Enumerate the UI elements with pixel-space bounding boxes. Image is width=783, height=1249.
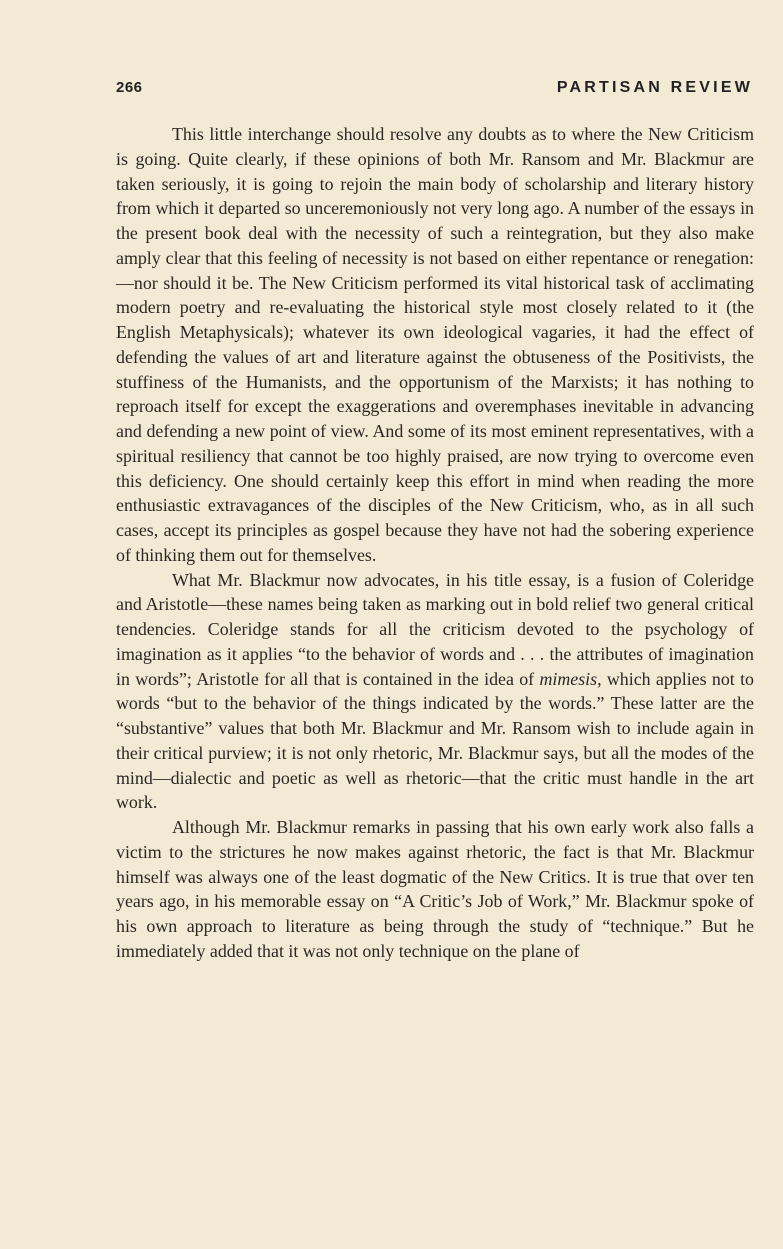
- paragraph-2-part-2: which applies not to words “but to the behavior of the things indicated by the words.” These latter are the “substantive” values that both Mr. Blackmur and Mr. Ransom wish to include again in their critical purview; it is not only rhetoric, Mr. Blackmur says, but all the modes of the mind—dialectic and poetic as well as rhetoric—that the critic must handle in the art work.: [116, 668, 754, 813]
- paragraph-2: [116, 568, 754, 816]
- page-number: 266: [116, 79, 143, 96]
- paragraph-1: This little interchange should resolve any doubts as to where the New Criticism is going. Quite clearly, if these opinions of both Mr. Ransom and Mr. Blackmur are taken seriously, it is going to rejoin the main body of scholarship and literary history from which it departed so unceremoniously not very long ago. A number of the essays in the present book deal with the necessity of such a reintegration, but they also make amply clear that this feeling of necessity is not based on either repentance or renegation:—nor should it be. The New Criticism performed its vital historical task of acclimating modern poetry and re-evaluating the historical style most closely related to it (the English Metaphysicals); whatever its own ideological vagaries, it had the effect of defending the values of art and literature against the obtuseness of the Positivists, the stuffiness of the Humanists, and the opportunism of the Marxists; it has nothing to reproach itself for except the exaggerations and overemphases inevitable in advancing and defending a new point of view. And some of its most eminent representatives, with a spiritual resiliency that cannot be too highly praised, are now trying to overcome even this deficiency. One should certainly keep this effort in mind when reading the more enthusiastic extravagances of the disciples of the New Criticism, who, as in all such cases, accept its principles as gospel because they have not had the sobering experience of thinking them out for themselves.: [116, 124, 754, 565]
- running-header: [116, 79, 753, 103]
- journal-title: PARTISAN REVIEW: [556, 79, 753, 96]
- paragraph-2-part-1: What Mr. Blackmur now advocates, in his title essay, is a fusion of Coleridge and Aristotle—these names being taken as marking out in bold relief two general critical tendencies. Coleridge stands for all the criticism devoted to the psychology of imagination as it applies “to the behavior of words and . . . the attributes of imagination in words”; Aristotle for all that is contained in the idea of: [116, 569, 754, 689]
- article-body: [116, 122, 754, 964]
- italic-term-mimesis: mimesis,: [539, 668, 602, 689]
- paragraph-3: Although Mr. Blackmur remarks in passing that his own early work also falls a victim to the strictures he now makes against rhetoric, the fact is that Mr. Blackmur himself was always one of the least dogmatic of the New Critics. It is true that over ten years ago, in his memorable essay on “A Critic’s Job of Work,” Mr. Blackmur spoke of his own approach to literature as being through the study of “technique.” But he immediately added that it was not only technique on the plane of: [116, 817, 754, 961]
